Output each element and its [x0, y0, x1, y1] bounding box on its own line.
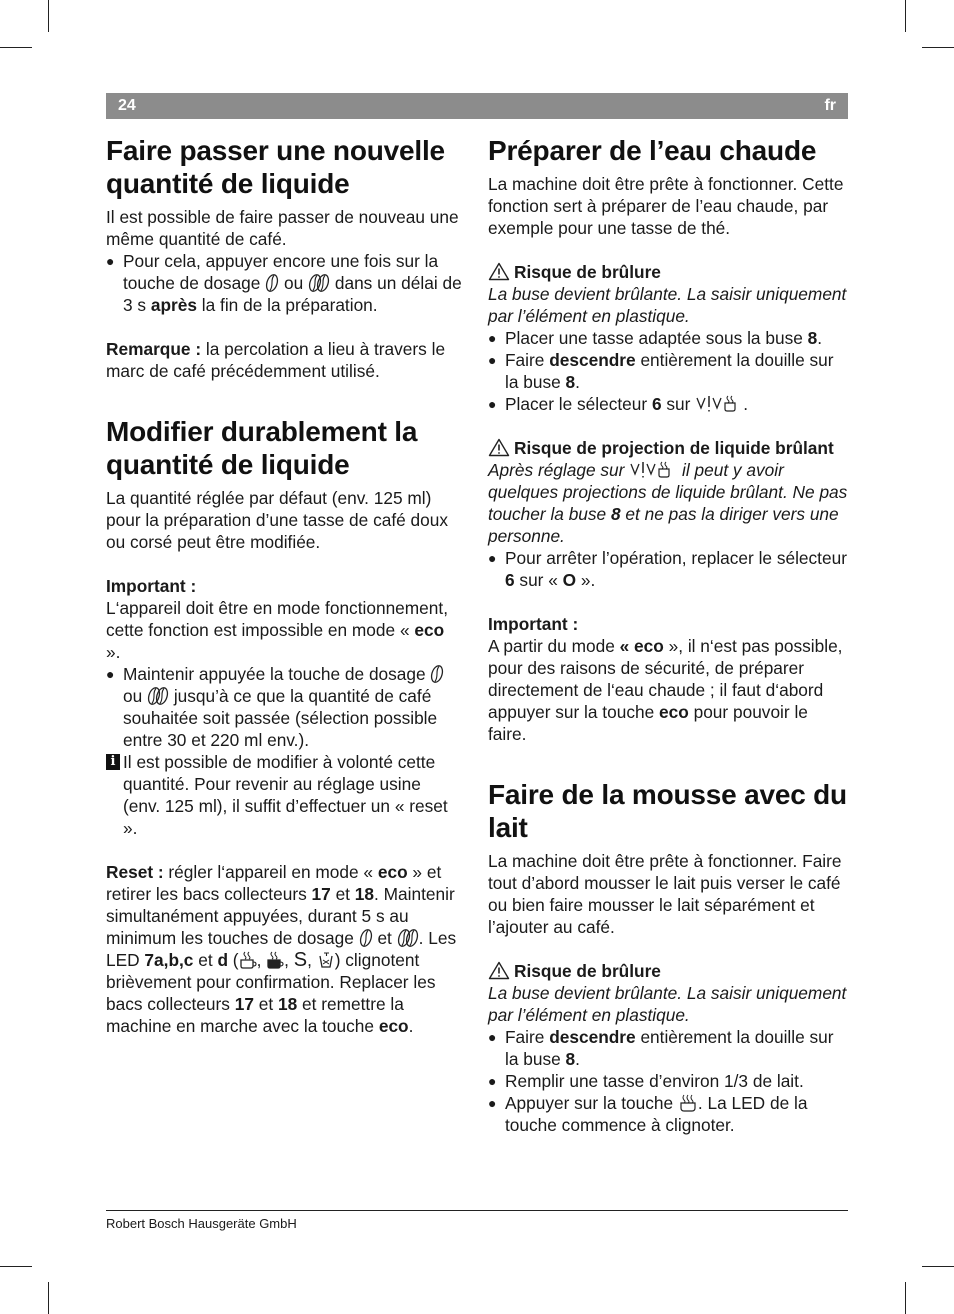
info-note [106, 751, 462, 839]
warning-title: Risque de brûlure [514, 262, 661, 282]
text: , [307, 950, 317, 970]
note-text: la percolation a lieu à travers le marc de café précédemment utilisé. [106, 339, 446, 381]
section-intro: La machine doit être prête à fonctionner. Cette fonction sert à préparer de l’eau chaude, par exemple pour une tasse de thé. [488, 174, 844, 238]
text: . [408, 1016, 414, 1036]
section-hot-water [488, 134, 850, 745]
instruction-list [488, 1026, 850, 1136]
important-text [106, 597, 462, 663]
text: Maintenir appuyée la touche de dosage [123, 664, 431, 684]
hot-water-icon [629, 460, 677, 480]
list-item [488, 393, 850, 415]
instruction-list [488, 547, 850, 591]
text: Appuyer sur la touche [505, 1093, 678, 1113]
section-title: Faire passer une nouvelle quantité de liquide [106, 135, 445, 199]
text: . Les LED [106, 928, 457, 970]
text: , [284, 950, 294, 970]
list-item [488, 349, 850, 393]
text: . [817, 328, 823, 348]
text: après [150, 295, 197, 315]
crop-mark [48, 1282, 49, 1314]
warning-triangle-icon [488, 961, 510, 980]
text: O [562, 570, 577, 590]
section-intro: La quantité réglée par défaut (env. 125 ml) pour la préparation d’une tasse de café doux ou corsé peut être modifiée. [106, 488, 449, 552]
list-item [106, 663, 462, 751]
text: sur [661, 394, 696, 414]
steam-icon [678, 1093, 698, 1113]
text: ) clignotent brièvement pour confirmation. Replacer les bacs collecteurs [106, 950, 436, 1014]
warning-triangle-icon [488, 438, 510, 457]
text: Faire [505, 350, 550, 370]
text: régler l‘appareil en mode « [163, 862, 378, 882]
list-item [488, 1092, 850, 1136]
double-bean-icon [397, 928, 419, 948]
text: 6 [651, 394, 662, 414]
text: entièrement la douille sur la buse [505, 350, 834, 392]
warning-heading [488, 960, 850, 982]
crop-mark [48, 0, 49, 32]
warning-heading [488, 261, 850, 283]
page-header [106, 93, 848, 119]
text: et ne pas la diriger vers une personne. [488, 504, 839, 546]
left-column [106, 134, 462, 1037]
text: et remettre la machine en marche avec la touche [106, 994, 404, 1036]
warning-triangle-icon [488, 262, 510, 281]
text: L‘appareil doit être en mode fonctionnement, cette fonction est impossible en mode « [106, 598, 449, 640]
text: 6 [505, 570, 515, 590]
text: d [217, 950, 228, 970]
text: Après réglage sur [488, 460, 630, 480]
section-intro: Il est possible de faire passer de nouveau une même quantité de café. [106, 207, 459, 249]
page-number: 24 [118, 97, 136, 114]
text: et [253, 994, 278, 1014]
text: Placer une tasse adaptée sous la buse [505, 328, 808, 348]
text: descendre [549, 1027, 636, 1047]
section-intro: La machine doit être prête à fonctionner. Faire tout d’abord mousser le lait puis verser le café ou bien faire mousser le lait séparément et l’ajouter au café. [488, 851, 842, 937]
text: sur « [514, 570, 563, 590]
text: . La LED de la touche commence à clignoter. [505, 1093, 808, 1135]
text: ( [228, 950, 239, 970]
text: . [575, 1049, 580, 1069]
text: pour pouvoir le faire. [488, 702, 808, 744]
important-label: Important : [106, 576, 197, 596]
text: . Maintenir simultanément appuyées, durant 5 s au minimum les touches de dosage [106, 884, 455, 948]
note [106, 338, 462, 382]
warning-heading [488, 437, 850, 459]
footer-divider [106, 1210, 848, 1211]
crop-mark [0, 1266, 32, 1267]
text: ou [123, 686, 148, 706]
text: la fin de la préparation. [196, 295, 378, 315]
text: ». [106, 642, 121, 662]
list-item [106, 250, 462, 316]
list-item [488, 327, 850, 349]
text: S [293, 949, 308, 971]
note-label: Remarque : [106, 339, 202, 359]
crop-mark [0, 47, 32, 48]
text: il peut y avoir quelques projections de liquide brûlant. Ne pas toucher la buse [488, 460, 848, 524]
warning-text: La buse devient brûlante. La saisir uniquement par l’élément en plastique. [488, 983, 847, 1025]
text: 8 [610, 504, 621, 524]
text: , [256, 950, 267, 970]
text: 17 [311, 884, 331, 904]
text: eco [378, 1016, 409, 1036]
single-bean-icon [359, 928, 373, 948]
text: Faire [505, 1027, 550, 1047]
instruction-list [106, 663, 462, 751]
section-modify-quantity [106, 415, 462, 1037]
text: ». [576, 570, 596, 590]
text: entièrement la douille sur la buse [505, 1027, 834, 1069]
text: ou [279, 273, 309, 293]
text: eco [377, 862, 408, 882]
right-column [488, 134, 850, 1136]
text: . [575, 372, 580, 392]
important-label: Important : [488, 614, 579, 634]
text: Pour cela, appuyer encore une fois sur la touche de dosage [123, 251, 439, 293]
single-bean-icon [430, 664, 444, 684]
strong-cup-icon [266, 950, 284, 970]
section-title: Faire de la mousse avec du lait [488, 779, 847, 843]
text: Pour arrêter l’opération, replacer le sélecteur [505, 548, 847, 568]
footer-company: Robert Bosch Hausgeräte GmbH [106, 1216, 297, 1231]
warning-title: Risque de brûlure [514, 961, 661, 981]
text: 8 [565, 372, 576, 392]
reset-paragraph [106, 861, 462, 1037]
text: 18 [277, 994, 298, 1014]
text: », il n‘est pas possible, pour des raisons de sécurité, de préparer directement de l‘eau chaude ; il faut d‘abord appuyer sur la touche [488, 636, 843, 722]
text: « eco [619, 636, 664, 656]
text: . [743, 394, 749, 414]
warning-title: Risque de projection de liquide brûlant [514, 438, 834, 458]
text: 18 [354, 884, 375, 904]
instruction-list [106, 250, 462, 316]
text: 8 [565, 1049, 576, 1069]
section-title: Préparer de l’eau chaude [488, 135, 817, 166]
text: et [193, 950, 218, 970]
descale-icon [317, 950, 335, 970]
text: 8 [807, 328, 818, 348]
text: 17 [234, 994, 254, 1014]
double-bean-icon [308, 273, 330, 293]
text: Remplir une tasse d’environ 1/3 de lait. [505, 1071, 804, 1091]
section-new-quantity [106, 134, 462, 382]
important-text [488, 635, 850, 745]
warning-text [488, 459, 850, 547]
text: » et retirer les bacs collecteurs [106, 862, 442, 904]
crop-mark [905, 1282, 906, 1314]
info-text: Il est possible de modifier à volonté cette quantité. Pour revenir au réglage usine (env. 125 ml), il suffit d’effectuer un « reset ». [123, 752, 448, 838]
warning-text: La buse devient brûlante. La saisir uniquement par l’élément en plastique. [488, 284, 847, 326]
text: et [330, 884, 355, 904]
text: Placer le sélecteur [505, 394, 652, 414]
double-bean-icon [147, 686, 169, 706]
section-milk-foam [488, 778, 850, 1136]
text: et [372, 928, 397, 948]
single-bean-icon [265, 273, 279, 293]
crop-mark [922, 1266, 954, 1267]
text: jusqu’à ce que la quantité de café souhaitée soit passée (sélection possible entre 30 et 220 ml env.). [123, 686, 438, 750]
text: descendre [549, 350, 636, 370]
list-item [488, 1070, 850, 1092]
text: eco [414, 620, 445, 640]
list-item [488, 547, 850, 591]
reset-label: Reset : [106, 862, 164, 882]
instruction-list [488, 327, 850, 415]
language-code: fr [824, 97, 836, 114]
text: eco [659, 702, 689, 722]
hot-water-icon [695, 394, 743, 414]
section-title: Modifier durablement la quantité de liquide [106, 416, 418, 480]
text: dans un délai de 3 s [123, 273, 462, 315]
crop-mark [922, 47, 954, 48]
text: 7a,b,c [144, 950, 194, 970]
text: A partir du mode [488, 636, 620, 656]
info-icon: i [106, 754, 120, 770]
crop-mark [905, 0, 906, 32]
list-item [488, 1026, 850, 1070]
mild-cup-icon [239, 950, 257, 970]
